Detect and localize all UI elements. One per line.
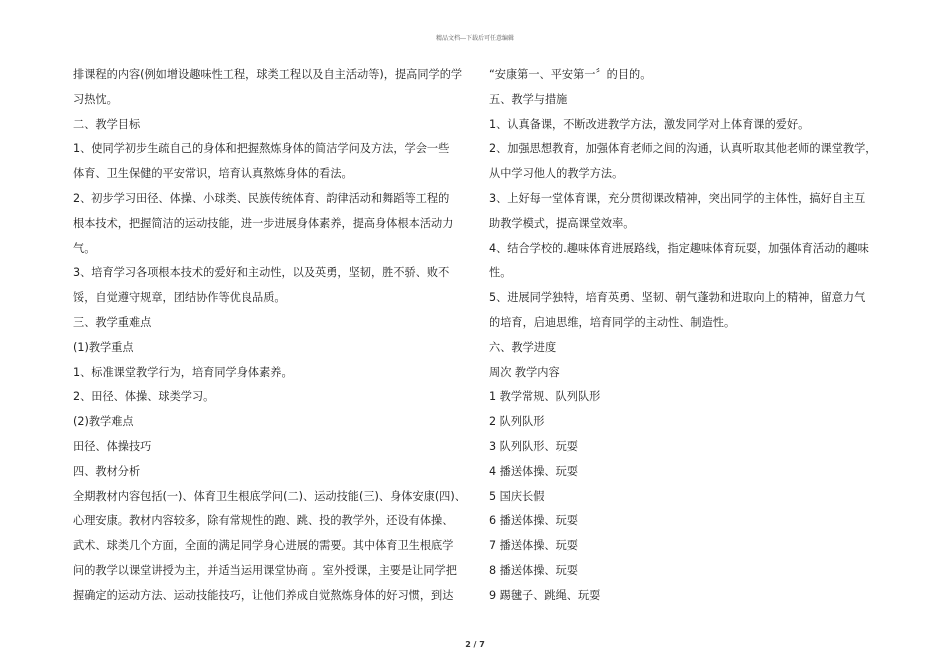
text-line: 的培育，启迪思维，培育同学的主动性、制造性。 xyxy=(489,315,736,329)
text-line: 馁，自觉遵守规章，团结协作等优良品质。 xyxy=(73,291,286,305)
section-heading: 六、教学进度 xyxy=(489,340,557,354)
text-line: 3、培育学习各项根本技术的爱好和主动性，以及英勇，坚韧，胜不骄、败不 xyxy=(73,266,450,280)
text-line: 从中学习他人的教学方法。 xyxy=(489,167,624,181)
text-line: 4、结合学校的.趣味体育进展路线，指定趣味体育玩耍，加强体育活动的趣味 xyxy=(489,241,869,255)
text-line: 2、初步学习田径、体操、小球类、民族传统体育、韵律活动和舞蹈等工程的 xyxy=(73,191,450,205)
schedule-row: 1 教学常规、队列队形 xyxy=(489,390,601,404)
text-line: 1、标准课堂教学行为，培育同学身体素养。 xyxy=(73,365,293,379)
text-line: 2、加强思想教育，加强体育老师之间的沟通，认真听取其他老师的课堂教学， xyxy=(489,142,877,156)
left-column xyxy=(73,63,465,609)
text-line: 1、使同学初步生疏自己的身体和把握熬炼身体的简洁学问及方法，学会一些 xyxy=(73,142,450,156)
text-line: 根本技术，把握简洁的运动技能，进一步进展身体素养，提高身体根本活动力 xyxy=(73,216,454,230)
text-line: 习热忱。 xyxy=(73,92,118,106)
sub-heading: (1)教学重点 xyxy=(73,340,134,354)
schedule-row: 3 队列队形、玩耍 xyxy=(489,439,578,453)
text-line: 性。 xyxy=(489,266,512,280)
section-heading: 三、教学重难点 xyxy=(73,315,152,329)
text-line: 2、田径、体操、球类学习。 xyxy=(73,390,215,404)
text-line: 握确定的运动方法、运动技能技巧，让他们养成自觉熬炼身体的好习惯，到达 xyxy=(73,588,454,602)
text-line: 问的教学以课堂讲授为主，并适当运用课堂协商 。室外授课，主要是让同学把 xyxy=(73,563,457,577)
text-line: 全期教材内容包括(一)、体育卫生根底学问(二)、运动技能(三)、身体安康(四)、 xyxy=(73,489,466,503)
section-heading: 二、教学目标 xyxy=(73,117,141,131)
schedule-row: 9 踢毽子、跳绳、玩耍 xyxy=(489,588,601,602)
schedule-row: 4 播送体操、玩耍 xyxy=(489,464,578,478)
sub-heading: (2)教学难点 xyxy=(73,415,134,429)
text-line: 气。 xyxy=(73,241,96,255)
text-line: 田径、体操技巧 xyxy=(73,439,152,453)
text-line: 助教学模式，提高课堂效率。 xyxy=(489,216,635,230)
text-line: 3、上好每一堂体育课，充分贯彻课改精神，突出同学的主体性，搞好自主互 xyxy=(489,191,866,205)
text-line: “安康第一、平安第一〞的目的。 xyxy=(489,68,652,81)
schedule-row: 6 播送体操、玩耍 xyxy=(489,514,578,528)
page-number: 2 / 7 xyxy=(465,640,485,649)
schedule-row: 8 播送体操、玩耍 xyxy=(489,563,578,577)
text-line: 1、认真备课，不断改进教学方法，激发同学对上体育课的爱好。 xyxy=(489,117,810,131)
page-header: 精品文档---下载后可任意编辑 xyxy=(435,35,515,42)
text-line: 心理安康。教材内容较多，除有常规性的跑、跳、投的教学外，还设有体操、 xyxy=(73,514,454,528)
right-column xyxy=(489,63,881,609)
text-line: 武术、球类几个方面，全面的满足同学身心进展的需要。其中体育卫生根底学 xyxy=(73,539,454,553)
schedule-row: 2 队列队形 xyxy=(489,415,545,429)
text-line: 体育、卫生保健的平安常识，培育认真熬炼身体的看法。 xyxy=(73,167,353,181)
section-heading: 四、教材分析 xyxy=(73,464,141,478)
text-line: 5、进展同学独特，培育英勇、坚韧、朝气蓬勃和进取向上的精神，留意力气 xyxy=(489,291,866,305)
text-line: 排课程的内容(例如增设趣味性工程，球类工程以及自主活动等)，提高同学的学 xyxy=(73,68,463,81)
section-heading: 五、教学与措施 xyxy=(489,92,568,106)
schedule-row: 7 播送体操、玩耍 xyxy=(489,539,578,553)
schedule-row: 5 国庆长假 xyxy=(489,489,545,503)
schedule-header: 周次 教学内容 xyxy=(489,365,560,379)
